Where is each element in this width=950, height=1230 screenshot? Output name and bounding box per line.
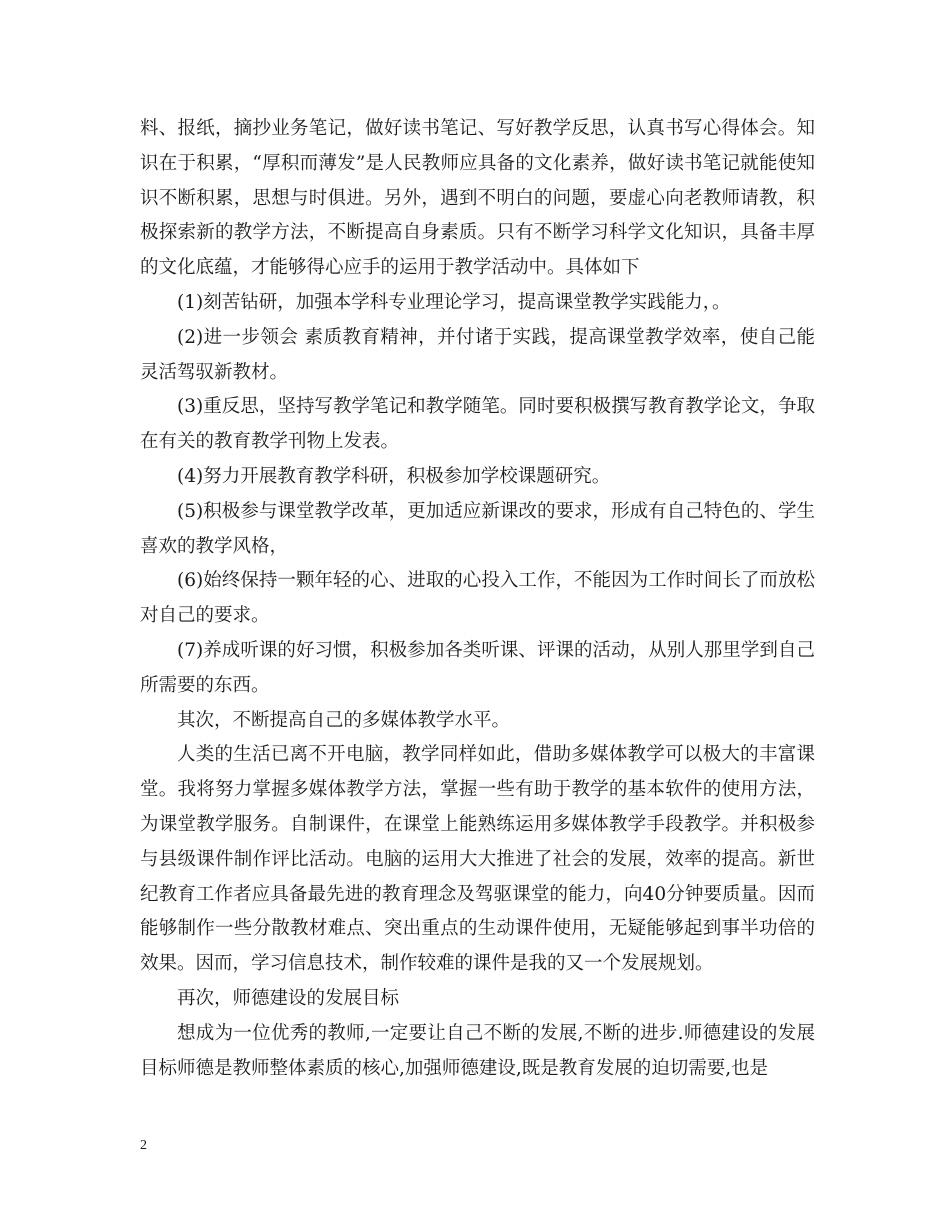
paragraph-item-2: (2)进一步领会 素质教育精神，并付诸于实践，提高课堂教学效率，使自己能灵活驾驭新教材。	[140, 326, 815, 383]
paragraph-item-4: (4)努力开展教育教学科研，积极参加学校课题研究。	[177, 465, 611, 487]
paragraph-item-5: (5)积极参与课堂教学改革，更加适应新课改的要求，形成有自己特色的、学生喜欢的教学风格，	[140, 500, 815, 557]
document-body	[140, 112, 815, 1086]
section-heading-multimedia: 其次，不断提高自己的多媒体教学水平。	[177, 709, 511, 731]
paragraph-multimedia: 人类的生活已离不开电脑，教学同样如此，借助多媒体教学可以极大的丰富课堂。我将努力掌握多媒体教学方法，掌握一些有助于教学的基本软件的使用方法，为课堂教学服务。自制课件，在课堂上能熟练运用多媒体教学手段教学。并积极参与县级课件制作评比活动。电脑的运用大大推进了社会的发展，效率的提高。新世纪教育工作者应具备最先进的教育理念及驾驱课堂的能力，向40分钟要质量。因而能够制作一些分散教材难点、突出重点的生动课件使用，无疑能够起到事半功倍的效果。因而，学习信息技术，制作较难的课件是我的又一个发展规划。	[140, 744, 815, 975]
paragraph-item-7: (7)养成听课的好习惯，积极参加各类听课、评课的活动，从别人那里学到自己所需要的东西。	[140, 639, 815, 696]
paragraph-item-3: (3)重反思，坚持写教学笔记和教学随笔。同时要积极撰写教育教学论文，争取在有关的教育教学刊物上发表。	[140, 396, 815, 453]
paragraph-continuation: 料、报纸，摘抄业务笔记，做好读书笔记、写好教学反思，认真书写心得体会。知识在于积累，“厚积而薄发”是人民教师应具备的文化素养，做好读书笔记就能使知识不断积累，思想与时俱进。另外，遇到不明白的问题，要虚心向老教师请教，积极探索新的教学方法，不断提高自身素质。只有不断学习科学文化知识，具备丰厚的文化底蕴，才能够得心应手的运用于教学活动中。具体如下	[140, 118, 815, 279]
paragraph-item-6: (6)始终保持一颗年轻的心、进取的心投入工作，不能因为工作时间长了而放松对自己的要求。	[140, 570, 815, 627]
page-number: 2	[140, 1138, 147, 1153]
section-heading-ethics: 再次，师德建设的发展目标	[177, 987, 400, 1009]
paragraph-item-1: (1)刻苦钻研，加强本学科专业理论学习，提高课堂教学实践能力，。	[177, 291, 731, 313]
paragraph-ethics: 想成为一位优秀的教师,一定要让自己不断的发展,不断的进步.师德建设的发展目标师德是教师整体素质的核心,加强师德建设,既是教育发展的迫切需要,也是	[140, 1022, 815, 1079]
